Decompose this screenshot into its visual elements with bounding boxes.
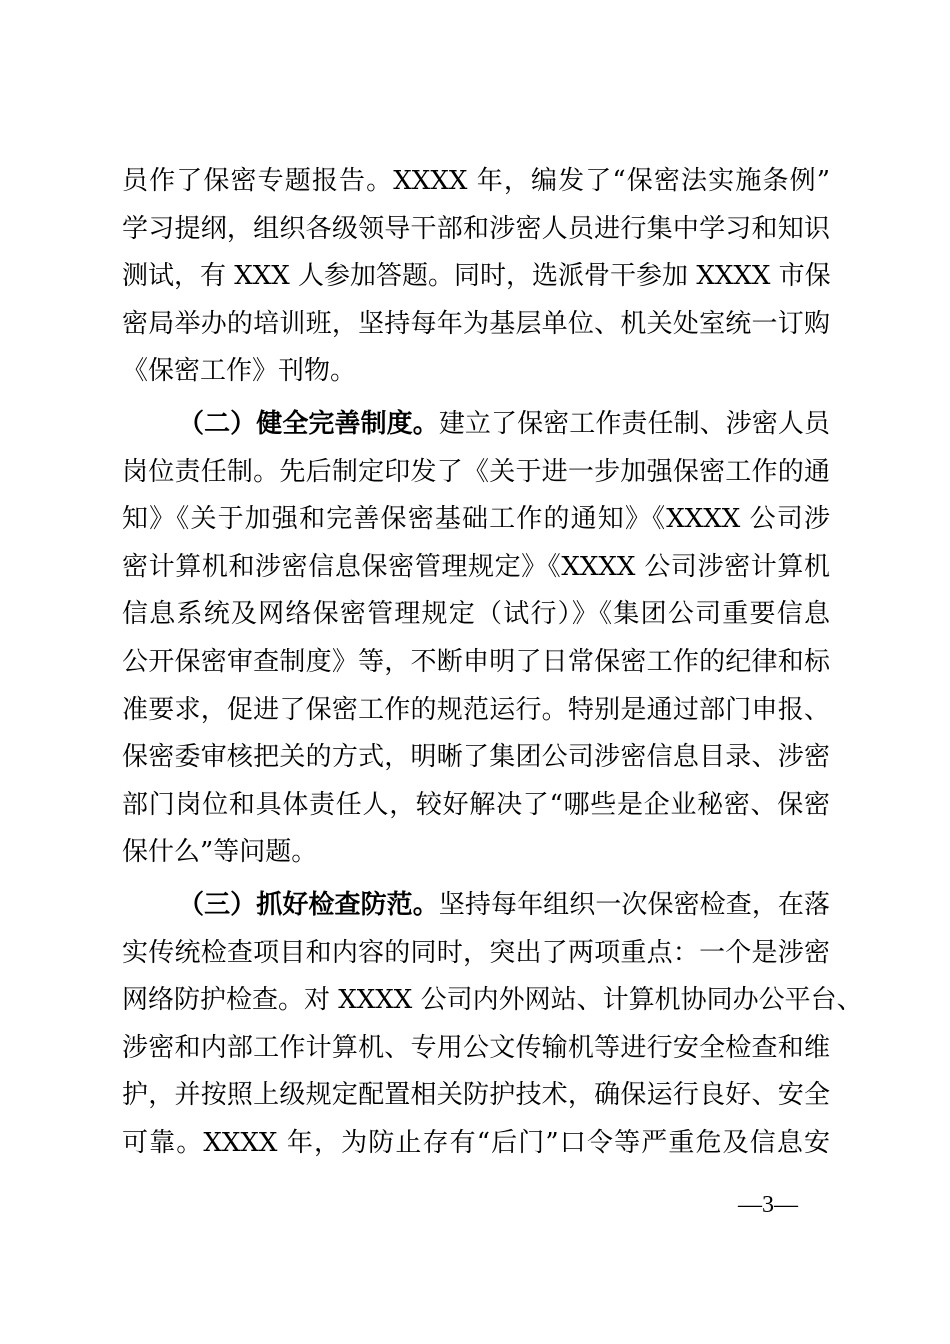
page-number: —3— xyxy=(738,1192,798,1218)
text-line: 保密委审核把关的方式，明晰了集团公司涉密信息目录、涉密 xyxy=(122,742,830,773)
section-heading-2: （二）健全完善制度。 xyxy=(178,408,439,439)
text-line: 保什么”等问题。 xyxy=(122,837,318,868)
text-line: 准要求，促进了保密工作的规范运行。特别是通过部门申报、 xyxy=(122,694,830,725)
body-text xyxy=(122,158,863,1167)
text-line: 《保密工作》刊物。 xyxy=(122,356,357,387)
text-line: 岗位责任制。先后制定印发了《关于进一步加强保密工作的通 xyxy=(122,456,830,487)
text-line: 实传统检查项目和内容的同时，突出了两项重点：一个是涉密 xyxy=(122,937,830,968)
text-line: 护，并按照上级规定配置相关防护技术，确保运行良好、安全 xyxy=(122,1080,830,1111)
text-line: 信息系统及网络保密管理规定（试行）》《集团公司重要信息 xyxy=(122,599,830,630)
text-run: 坚持每年组织一次保密检查，在落 xyxy=(438,889,830,920)
text-line: 密局举办的培训班，坚持每年为基层单位、机关处室统一订购 xyxy=(122,308,830,339)
text-line: 涉密和内部工作计算机、专用公文传输机等进行安全检查和维 xyxy=(122,1032,830,1063)
paragraph-3 xyxy=(122,882,863,1168)
text-line: 知》《关于加强和完善保密基础工作的通知》《XXXX 公司涉 xyxy=(122,504,830,535)
text-line: 部门岗位和具体责任人，较好解决了“哪些是企业秘密、保密 xyxy=(122,789,830,820)
text-line-with-heading xyxy=(122,401,830,449)
text-line: 测试，有 XXX 人参加答题。同时，选派骨干参加 XXXX 市保 xyxy=(122,261,831,292)
text-line: 员作了保密专题报告。XXXX 年，编发了“保密法实施条例” xyxy=(122,166,830,196)
text-run: 建立了保密工作责任制、涉密人员 xyxy=(438,408,830,439)
paragraph-1 xyxy=(122,158,830,396)
text-line: 公开保密审查制度》等，不断申明了日常保密工作的纪律和标 xyxy=(122,646,830,677)
text-line: 网络防护检查。对 XXXX 公司内外网站、计算机协同办公平台、 xyxy=(122,985,863,1016)
paragraph-2 xyxy=(122,401,830,877)
section-heading-3: （三）抓好检查防范。 xyxy=(178,889,439,920)
text-line-with-heading xyxy=(122,882,830,930)
text-line: 可靠。XXXX 年，为防止存有“后门”口令等严重危及信息安 xyxy=(122,1127,830,1158)
text-line: 学习提纲，组织各级领导干部和涉密人员进行集中学习和知识 xyxy=(122,213,830,244)
text-line: 密计算机和涉密信息保密管理规定》《XXXX 公司涉密计算机 xyxy=(122,551,830,582)
